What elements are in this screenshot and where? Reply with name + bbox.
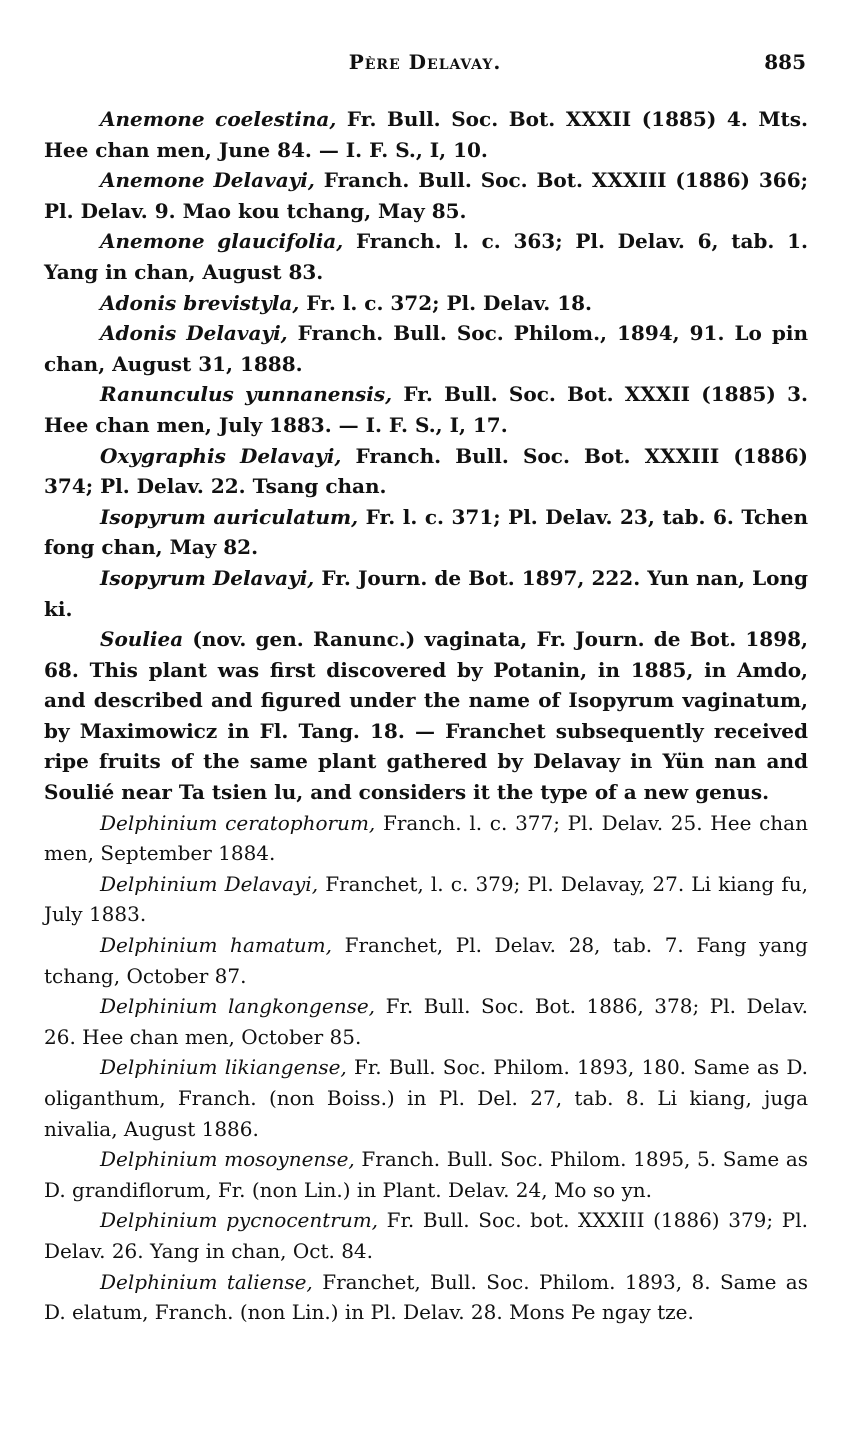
running-head [44, 50, 806, 84]
entry-text: Fr. l. c. 372; Pl. Delav. 18. [299, 290, 592, 315]
species-list [44, 104, 808, 1328]
species-name: Delphinium langkongense, [100, 994, 376, 1019]
species-entry [44, 624, 808, 808]
entry-text: Fr. Bull. Soc. Philom. 1893, 180. Same as D. oliganthum, Franch. (non Boiss.) in Pl. Del. 27, tab. 8. Li kiang, juga nivalia, August 1886. [44, 1055, 809, 1141]
species-entry [44, 1267, 808, 1328]
species-entry [44, 563, 808, 624]
entry-text: Fr. Journ. de Bot. 1897, 222. Yun nan, Long ki. [44, 565, 808, 621]
entry-text: Franch. Bull. Soc. Bot. XXXIII (1886) 366; Pl. Delav. 9. Mao kou tchang, May 85. [44, 168, 808, 223]
species-entry [44, 930, 808, 991]
species-entry [44, 1052, 808, 1144]
species-name: Anemone Delavayi, [100, 168, 315, 193]
species-entry [44, 104, 808, 165]
species-name: Isopyrum auriculatum, [100, 504, 359, 529]
species-entry [44, 318, 808, 379]
entry-text: Franch. Bull. Soc. Philom., 1894, 91. Lo pin chan, August 31, 1888. [44, 321, 808, 376]
entry-text: (nov. gen. Ranunc.) vaginata, Fr. Journ. de Bot. 1898, 68. This plant was first discovered by Potanin, in 1885, in Amdo, and described and figured under the name of Isopyrum vaginatum, by Maximowicz in Fl. Tang. 18. — Franchet subsequently received ripe fruits of the same plant gathered by Delavay in Yün nan and Soulié near Ta tsien lu, and considers it the type of a new genus. [44, 627, 808, 805]
species-entry [44, 1144, 808, 1205]
species-entry [44, 288, 808, 319]
entry-text: Franchet, Pl. Delav. 28, tab. 7. Fang yang tchang, October 87. [44, 933, 808, 988]
entry-text: Fr. Bull. Soc. bot. XXXIII (1886) 379; Pl. Delav. 26. Yang in chan, Oct. 84. [44, 1208, 808, 1263]
species-name: Delphinium mosoynense, [100, 1147, 355, 1172]
entry-text: Franch. l. c. 377; Pl. Delav. 25. Hee chan men, September 1884. [44, 810, 808, 866]
entry-text: Fr. l. c. 371; Pl. Delav. 23, tab. 6. Tchen fong chan, May 82. [44, 504, 808, 560]
running-title: Père Delavay. [348, 50, 502, 74]
species-entry [44, 502, 808, 563]
entry-text: Franch. Bull. Soc. Philom. 1895, 5. Same as D. grandiflorum, Fr. (non Lin.) in Plant. Delav. 24, Mo so yn. [44, 1147, 809, 1202]
species-name: Adonis Delavayi, [100, 321, 288, 346]
species-name: Delphinium pycnocentrum, [100, 1208, 379, 1233]
entry-text: Franchet, l. c. 379; Pl. Delavay, 27. Li kiang fu, July 1883. [44, 871, 809, 927]
species-name: Delphinium ceratophorum, [100, 810, 376, 835]
species-name: Delphinium likiangense, [100, 1055, 347, 1080]
species-entry [44, 165, 808, 226]
species-entry [44, 226, 808, 287]
species-name: Delphinium Delavayi, [100, 871, 319, 896]
page-number: 885 [764, 50, 806, 74]
species-entry [44, 991, 808, 1052]
species-name: Oxygraphis Delavayi, [100, 443, 342, 468]
entry-text: Fr. Bull. Soc. Bot. XXXII (1885) 3. Hee chan men, July 1883. — I. F. S., I, 17. [44, 382, 808, 437]
species-name: Anemone coelestina, [100, 107, 337, 131]
entry-text: Franchet, Bull. Soc. Philom. 1893, 8. Same as D. elatum, Franch. (non Lin.) in Pl. Delav. 28. Mons Pe ngay tze. [44, 1269, 808, 1325]
entry-text: Franch. Bull. Soc. Bot. XXXIII (1886) 374; Pl. Delav. 22. Tsang chan. [44, 443, 808, 499]
species-entry [44, 1205, 808, 1266]
entry-text: Fr. Bull. Soc. Bot. 1886, 378; Pl. Delav. 26. Hee chan men, October 85. [44, 994, 808, 1049]
species-name: Souliea [100, 627, 184, 652]
entry-text: Franch. l. c. 363; Pl. Delav. 6, tab. 1. Yang in chan, August 83. [44, 229, 808, 284]
entry-text: Fr. Bull. Soc. Bot. XXXII (1885) 4. Mts. Hee chan men, June 84. — I. F. S., I, 10. [44, 107, 808, 162]
species-entry [44, 808, 808, 869]
species-name: Adonis brevistyla, [100, 290, 300, 315]
species-name: Ranunculus yunnanensis, [100, 382, 393, 407]
species-entry [44, 869, 808, 930]
species-name: Delphinium taliense, [100, 1269, 313, 1294]
species-name: Isopyrum Delavayi, [100, 565, 315, 590]
species-name: Anemone glaucifolia, [100, 229, 344, 254]
species-entry [44, 379, 808, 440]
species-entry [44, 441, 808, 502]
species-name: Delphinium hamatum, [100, 933, 332, 958]
